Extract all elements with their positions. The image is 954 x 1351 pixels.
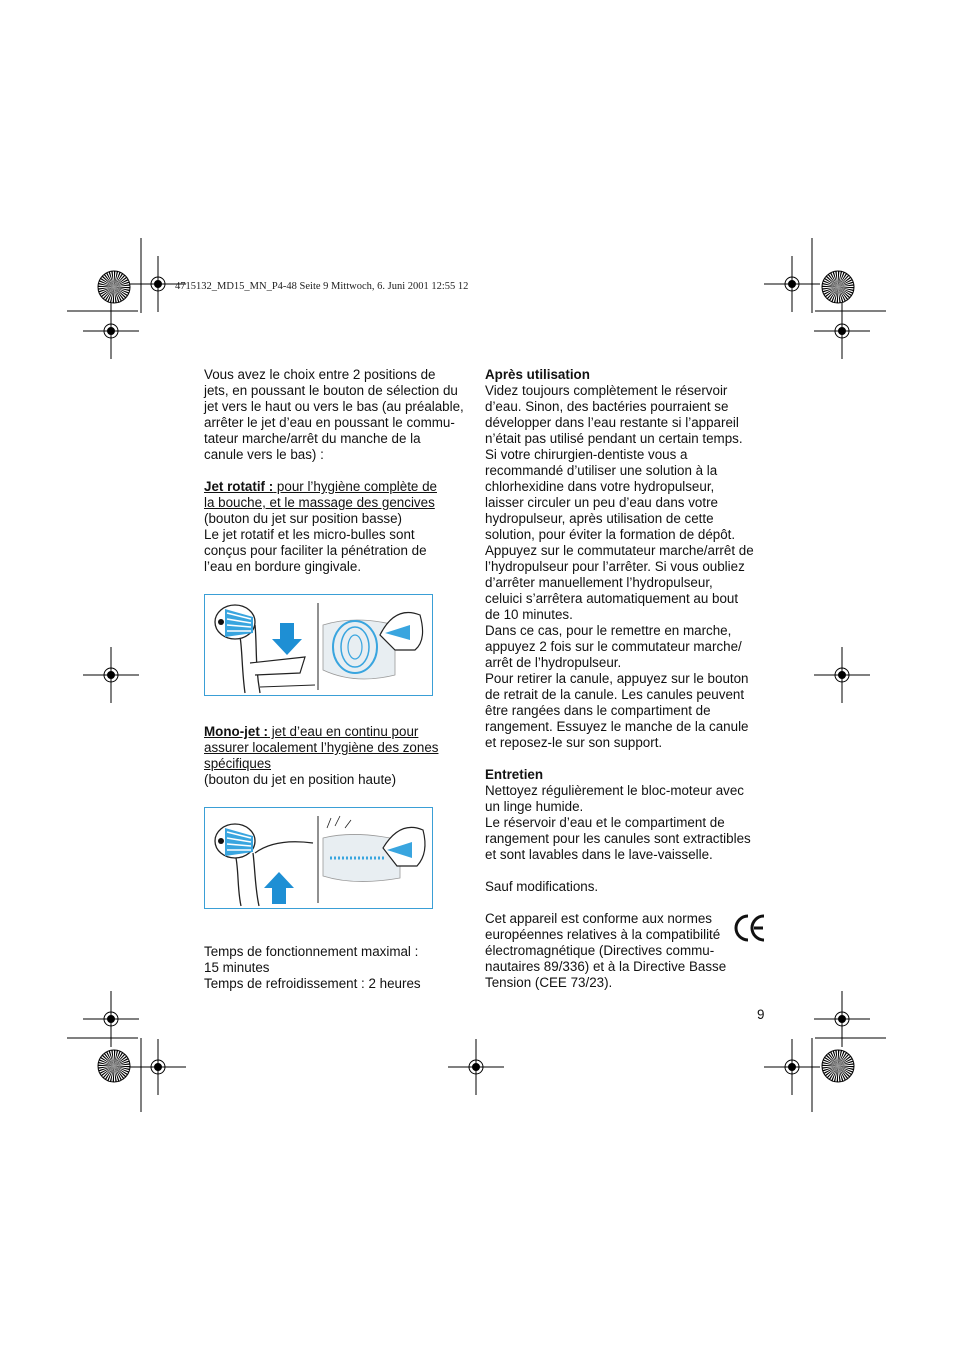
jet-rotatif-section: Jet rotatif : pour l’hygiène complète de la bouche, et le massage des gencives (bouton du jet sur position basse) Le jet rotatif et les micro-bulles sont conçus pour faciliter la pénétration de l’eau en bordure gingivale.	[204, 479, 437, 574]
registration-crosshair	[814, 991, 870, 1047]
registration-crosshair	[83, 991, 139, 1047]
registration-crosshair	[814, 647, 870, 703]
conformity-text: Cet appareil est conforme aux normes européennes relatives à la compatibilité électromagnétique (Directives commu- nautaires 89/336) et à la Directive Basse Tension (CEE 73/23).	[485, 911, 727, 990]
sauf-modifications: Sauf modifications.	[485, 879, 599, 894]
page-number: 9	[757, 1007, 765, 1022]
apres-utilisation-heading: Après utilisation	[485, 367, 590, 382]
left-column	[204, 367, 479, 575]
print-slug: 4715132_MD15_MN_P4-48 Seite 9 Mittwoch, 6. Juni 2001 12:55 12	[175, 281, 469, 292]
registration-rosette	[98, 1050, 130, 1082]
registration-rosette	[98, 271, 130, 303]
figure-jet-rotatif	[204, 594, 433, 696]
ce-mark-icon	[733, 913, 767, 943]
entretien-heading: Entretien	[485, 767, 544, 782]
jet-rotatif-label: Jet rotatif :	[204, 479, 274, 494]
registration-crosshair	[448, 1039, 504, 1095]
mono-jet-section: Mono-jet : jet d’eau en continu pour assurer localement l’hygiène des zones spécifiques (bouton du jet en position haute)	[204, 724, 439, 787]
figure-mono-jet	[204, 807, 433, 909]
registration-rosette	[822, 271, 854, 303]
registration-rosette	[822, 1050, 854, 1082]
registration-crosshair	[130, 1039, 186, 1095]
apres-utilisation-text: Videz toujours complètement le réservoir d’eau. Sinon, des bactéries pourraient se développer dans l’eau restante si l’appareil n’était pas utilisé pendant un certain temps. Si votre chirurgien-dentiste vous a recommandé d’utiliser une solution à la chlorhexidine dans votre hydropulseur, laisser circuler un peu d’eau dans votre hydropulseur, après utilisation de cette solution, pour éviter la formation de dépôt. Appuyez sur le commutateur marche/arrêt de l’hydropulseur pour l’arrêter. Si vous oubliez d’arrêter manuellement l’hydropulseur, celuici s’arrêtera automatiquement au bout de 10 minutes. Dans ce cas, pour le remettre en marche, appuyez 2 fois sur le commutateur marche/ arrêt de l’hydropulseur. Pour retirer la canule, appuyez sur le bouton de retrait de la canule. Les canules peuvent être rangées dans le compartiment de rangement. Essuyez le manche de la canule et reposez-le sur son support.	[485, 383, 754, 750]
right-column	[485, 367, 770, 991]
entretien-text: Nettoyez régulièrement le bloc-moteur avec un linge humide. Le réservoir d’eau et le compartiment de rangement pour les canules sont extractibles et sont lavables dans le lave-vaisselle.	[485, 783, 751, 862]
mono-jet-label: Mono-jet :	[204, 724, 268, 739]
registration-crosshair	[83, 647, 139, 703]
timing-section: Temps de fonctionnement maximal : 15 minutes Temps de refroidissement : 2 heures	[204, 944, 421, 991]
intro-paragraph: Vous avez le choix entre 2 positions de jets, en poussant le bouton de sélection du jet vers le haut ou vers le bas (au préalable, arrêter le jet d’eau en poussant le commu- tateur marche/arrêt du manche de la canule vers le bas) :	[204, 367, 464, 462]
